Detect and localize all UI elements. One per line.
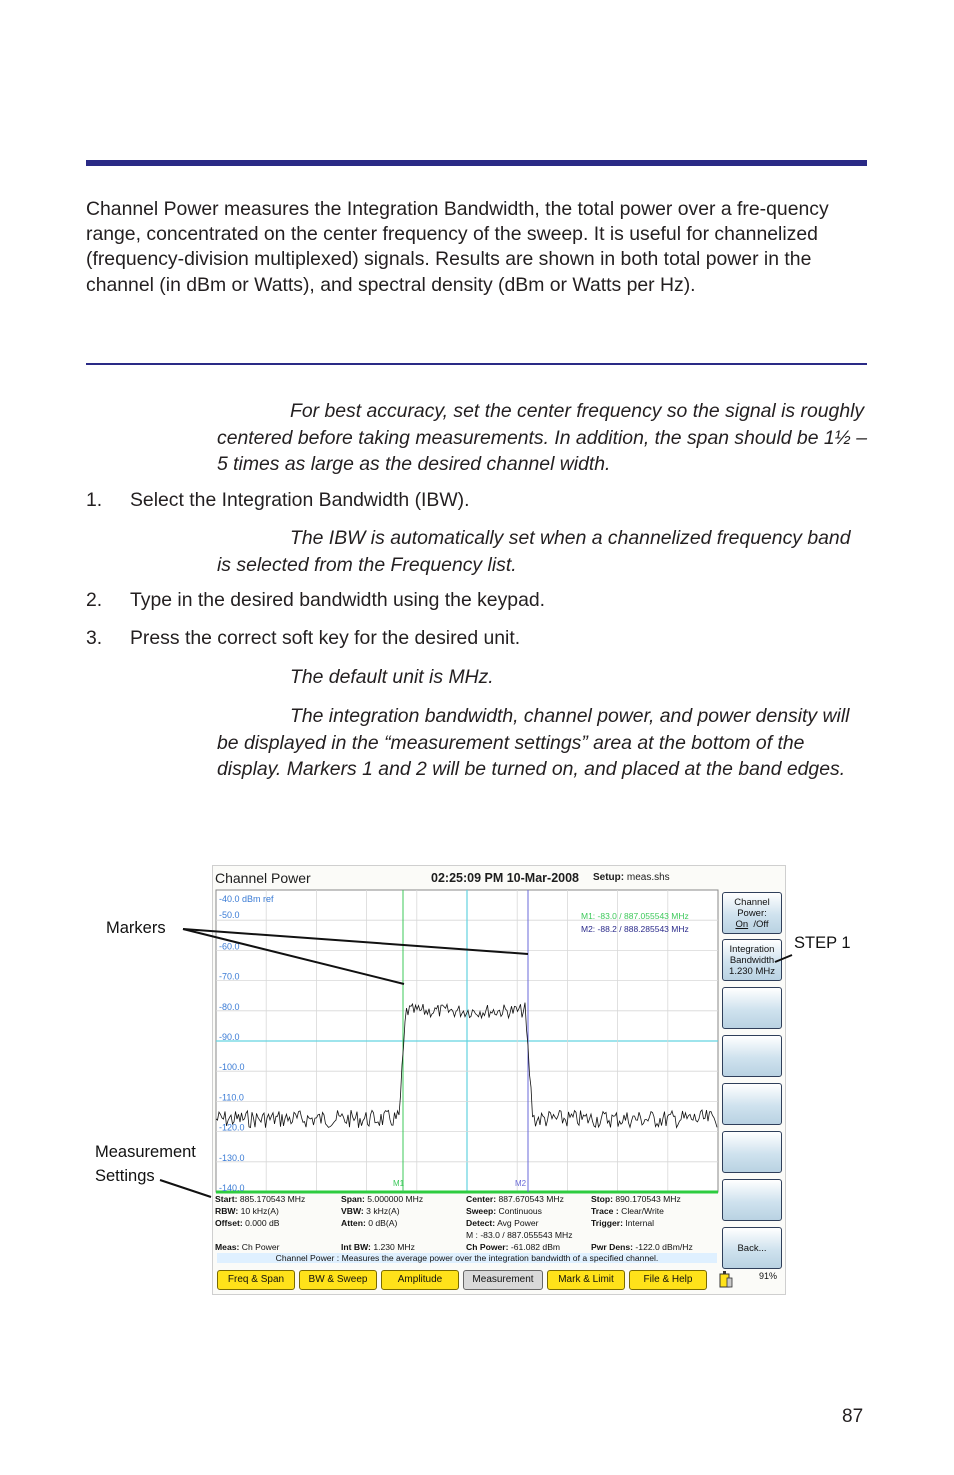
y-tick-label: -110.0 bbox=[219, 1092, 244, 1103]
setting-marker-readout: M : -83.0 / 887.055543 MHz bbox=[466, 1230, 573, 1240]
marker-m1-readout: M1: -83.0 / 887.055543 MHz bbox=[581, 911, 689, 921]
setting-center: Center: 887.670543 MHz bbox=[466, 1194, 564, 1204]
step-number: 1. bbox=[86, 489, 103, 511]
setting-start: Start: 885.170543 MHz bbox=[215, 1194, 306, 1204]
screen-title: Channel Power bbox=[215, 870, 311, 886]
setting-rbw: RBW: 10 kHz(A) bbox=[215, 1206, 279, 1216]
setting-pwr-dens: Pwr Dens: -122.0 dBm/Hz bbox=[591, 1242, 693, 1252]
marker-m2-readout: M2: -88.2 / 888.285543 MHz bbox=[581, 924, 689, 934]
setting-ch-power: Ch Power: -61.082 dBm bbox=[466, 1242, 561, 1252]
y-tick-label: -120.0 bbox=[219, 1122, 245, 1133]
setup-label: Setup: bbox=[593, 872, 625, 883]
tab-mark-limit[interactable]: Mark & Limit bbox=[547, 1270, 625, 1290]
y-tick-label: -130.0 bbox=[219, 1152, 245, 1163]
callout-step1: STEP 1 bbox=[794, 934, 851, 952]
callout-markers: Markers bbox=[106, 919, 166, 937]
softkey-label: Channel bbox=[734, 896, 770, 908]
note-default-unit: The default unit is MHz. bbox=[290, 666, 494, 688]
tab-amplitude[interactable]: Amplitude bbox=[381, 1270, 459, 1290]
toggle-off: /Off bbox=[753, 918, 769, 930]
step-number: 2. bbox=[86, 589, 103, 611]
setting-trigger: Trigger: Internal bbox=[591, 1218, 655, 1228]
tab-bw-sweep[interactable]: BW & Sweep bbox=[299, 1270, 377, 1290]
y-tick-label: -100.0 bbox=[219, 1062, 245, 1073]
measurement-description: Channel Power : Measures the average power over the integration bandwidth of a specified channel. bbox=[217, 1253, 717, 1263]
softkey-value: 1.230 MHz bbox=[729, 965, 775, 977]
setting-sweep: Sweep: Continuous bbox=[466, 1206, 542, 1216]
setting-span: Span: 5.000000 MHz bbox=[341, 1194, 424, 1204]
y-tick-label: -90.0 bbox=[219, 1032, 240, 1042]
setting-atten: Atten: 0 dB(A) bbox=[341, 1218, 398, 1228]
callout-measurement-line1: Measurement bbox=[95, 1143, 196, 1161]
setting-meas: Meas: Ch Power bbox=[215, 1242, 280, 1252]
note-ibw: The IBW is automatically set when a channelized frequency band is selected from the Frequency list. bbox=[217, 527, 851, 576]
softkey-label: Back... bbox=[737, 1242, 767, 1254]
softkey-label: Bandwidth bbox=[729, 954, 775, 966]
y-tick-label: -60.0 bbox=[219, 941, 240, 952]
setting-trace: Trace : Clear/Write bbox=[591, 1206, 664, 1216]
setup-value: meas.shs bbox=[626, 872, 670, 883]
callout-measurement-line2: Settings bbox=[95, 1167, 155, 1185]
step-text: Type in the desired bandwidth using the keypad. bbox=[130, 589, 546, 611]
setting-offset: Offset: 0.000 dB bbox=[215, 1218, 280, 1228]
tab-file-help[interactable]: File & Help bbox=[629, 1270, 707, 1290]
y-tick-label: -80.0 bbox=[219, 1001, 240, 1012]
battery-level: 91% bbox=[759, 1271, 778, 1281]
toggle-on: On bbox=[735, 918, 749, 930]
marker-m1-tag: M1 bbox=[393, 1179, 405, 1188]
step-number: 3. bbox=[86, 627, 103, 649]
ref-level-label: -40.0 dBm ref bbox=[219, 894, 274, 904]
y-tick-label: -70.0 bbox=[219, 971, 240, 982]
setting-int-bw: Int BW: 1.230 MHz bbox=[341, 1242, 415, 1252]
y-tick-label: -140.0 bbox=[219, 1183, 245, 1193]
step-text: Press the correct soft key for the desired unit. bbox=[130, 627, 521, 649]
setting-stop: Stop: 890.170543 MHz bbox=[591, 1194, 681, 1204]
setting-detect: Detect: Avg Power bbox=[466, 1218, 539, 1228]
note-results: The integration bandwidth, channel power, and power density will be displayed in the “measurement settings” area at the bottom of the display. Markers 1 and 2 will be turned on, and placed at the band edges. bbox=[217, 705, 850, 780]
screen-datetime: 02:25:09 PM 10-Mar-2008 bbox=[431, 871, 579, 885]
setting-vbw: VBW: 3 kHz(A) bbox=[341, 1206, 400, 1216]
softkey-label: Integration bbox=[729, 943, 775, 955]
softkey-label: Power: bbox=[737, 907, 767, 919]
intro-paragraph: Channel Power measures the Integration Bandwidth, the total power over a fre-quency range, concentrated on the center frequency of the sweep. It is useful for channelized (frequency-division multiplexed) signals. Results are shown in both total power in the channel (in dBm or Watts), and spectral density (dBm or Watts per Hz). bbox=[86, 198, 829, 296]
page-number: 87 bbox=[842, 1406, 864, 1427]
marker-m2-tag: M2 bbox=[515, 1179, 527, 1188]
tab-measurement[interactable]: Measurement bbox=[463, 1270, 543, 1290]
step-text: Select the Integration Bandwidth (IBW). bbox=[130, 489, 470, 511]
y-tick-label: -50.0 bbox=[219, 910, 240, 921]
tab-freq-span[interactable]: Freq & Span bbox=[217, 1270, 295, 1290]
note-accuracy: For best accuracy, set the center frequency so the signal is roughly centered before taking measurements. In addition, the span should be 1½ – 5 times as large as the desired channel width. bbox=[217, 400, 868, 475]
